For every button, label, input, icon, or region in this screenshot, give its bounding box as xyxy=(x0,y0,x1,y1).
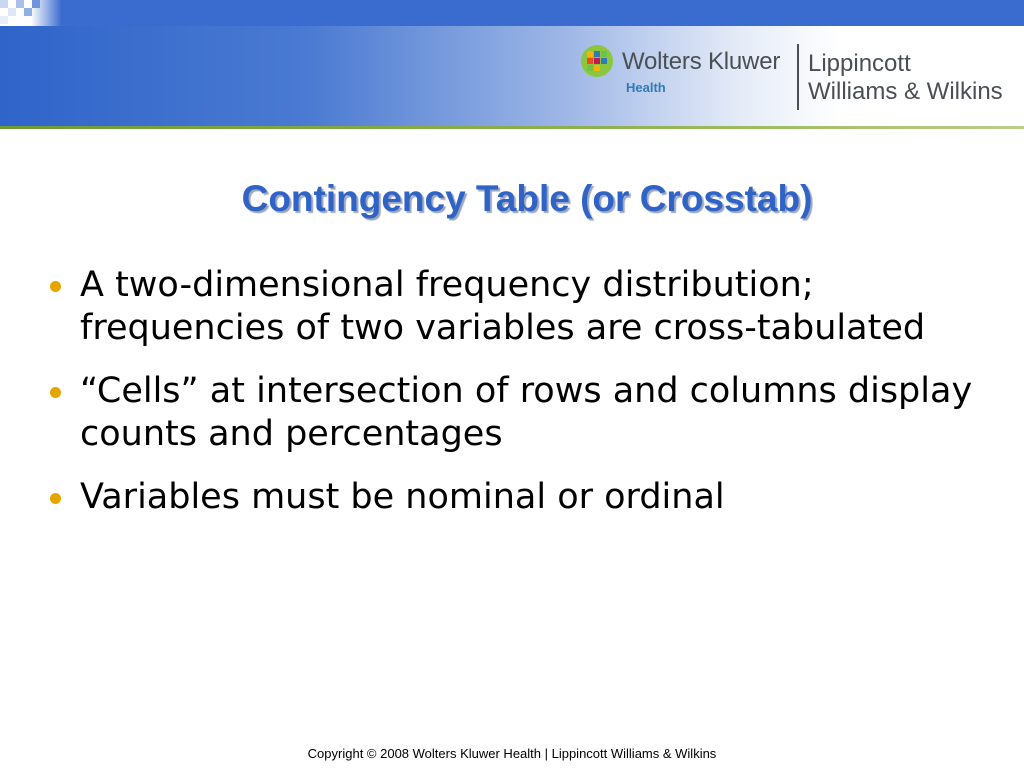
publisher-logo xyxy=(580,42,1020,114)
header-divider-rule xyxy=(0,126,1024,129)
logo-imprint-line-1: Lippincott xyxy=(808,50,911,77)
logo-company-name: Wolters Kluwer xyxy=(622,48,781,75)
header-squares-decoration xyxy=(0,0,60,26)
bullet-text: Variables must be nominal or ordinal xyxy=(80,477,725,517)
logo-divider xyxy=(797,44,799,110)
bullet-text: “Cells” at intersection of rows and columns display counts and percentages xyxy=(80,371,973,454)
bullet-list xyxy=(48,264,988,539)
bullet-item xyxy=(48,370,988,456)
slide-title: Contingency Table (or Crosstab) xyxy=(241,178,813,219)
bullet-text: A two-dimensional frequency distribution; frequencies of two variables are cross-tabulated xyxy=(80,265,926,348)
bullet-item xyxy=(48,476,988,519)
logo-division-name: Health xyxy=(626,80,666,95)
header-top-bar xyxy=(0,0,1024,26)
wolters-kluwer-globe-icon xyxy=(580,44,614,78)
footer-copyright: Copyright © 2008 Wolters Kluwer Health | Lippincott Williams & Wilkins xyxy=(307,746,717,761)
bullet-marker xyxy=(50,387,61,398)
bullet-marker xyxy=(50,493,61,504)
bullet-marker xyxy=(50,281,61,292)
logo-imprint-line-2: Williams & Wilkins xyxy=(808,78,1003,105)
bullet-item xyxy=(48,264,988,350)
